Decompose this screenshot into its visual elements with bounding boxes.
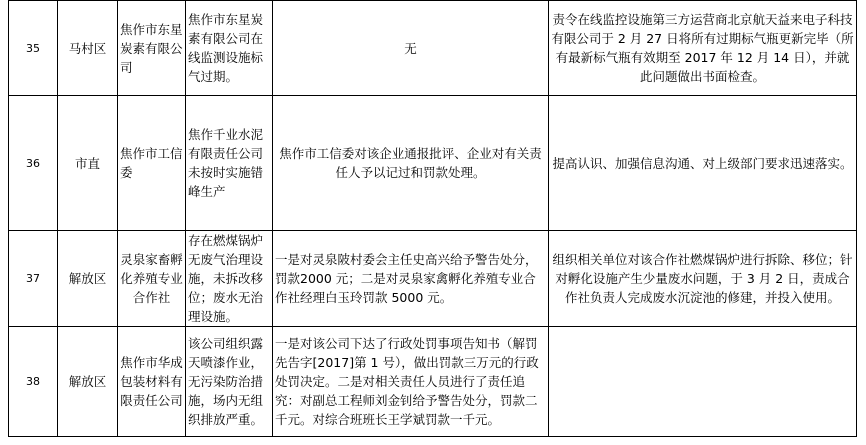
company-cell: 焦作市东星炭素有限公司 (118, 1, 186, 96)
district-cell: 马村区 (58, 1, 118, 96)
accountability-cell: 一是对灵泉陂村委会主任史高兴给予警告处分，罚款2000 元；二是对灵泉家禽孵化养殖专业合作社经理白玉玲罚款 5000 元。 (273, 231, 549, 327)
problem-cell: 焦作千业水泥有限责任公司未按时实施错峰生产 (186, 96, 273, 231)
district-cell: 市直 (58, 96, 118, 231)
measures-cell: 提高认识、加强信息沟通、对上级部门要求迅速落实。 (549, 96, 857, 231)
row-number: 35 (9, 1, 58, 96)
company-cell: 焦作市华成包装材料有限责任公司 (118, 327, 186, 437)
measures-cell: 组织相关单位对该合作社燃煤锅炉进行拆除、移位；针对孵化设施产生少量废水问题，于 3 月 2 日，责成合作社负责人完成废水沉淀池的修建，并投入使用。 (549, 231, 857, 327)
district-cell: 解放区 (58, 327, 118, 437)
accountability-cell: 焦作市工信委对该企业通报批评、企业对有关责任人予以记过和罚款处理。 (273, 96, 549, 231)
problem-cell: 焦作市东星炭素有限公司在线监测设施标气过期。 (186, 1, 273, 96)
company-cell: 灵泉家畜孵化养殖专业合作社 (118, 231, 186, 327)
table-row (9, 327, 857, 437)
row-number: 38 (9, 327, 58, 437)
rectification-table (8, 0, 857, 437)
problem-cell: 存在燃煤锅炉无废气治理设施，未拆改移位；废水无治理设施。 (186, 231, 273, 327)
table-row (9, 96, 857, 231)
problem-cell: 该公司组织露天喷漆作业，无污染防治措施，场内无组织排放严重。 (186, 327, 273, 437)
table-row (9, 1, 857, 96)
district-cell: 解放区 (58, 231, 118, 327)
accountability-cell: 一是对该公司下达了行政处罚事项告知书（解罚先告字[2017]第 1 号），做出罚款三万元的行政处罚决定。二是对相关责任人员进行了责任追究：对副总工程师刘金钊给予警告处分，罚款二千元。对综合班班长王学斌罚款一千元。 (273, 327, 549, 437)
table-row (9, 231, 857, 327)
accountability-cell: 无 (273, 1, 549, 96)
row-number: 36 (9, 96, 58, 231)
company-cell: 焦作市工信委 (118, 96, 186, 231)
measures-cell (549, 327, 857, 437)
row-number: 37 (9, 231, 58, 327)
measures-cell: 责令在线监控设施第三方运营商北京航天益来电子科技有限公司于 2 月 27 日将所有过期标气瓶更新完毕（所有最新标气瓶有效期至 2017 年 12 月 14 日），并就此问题做出书面检查。 (549, 1, 857, 96)
